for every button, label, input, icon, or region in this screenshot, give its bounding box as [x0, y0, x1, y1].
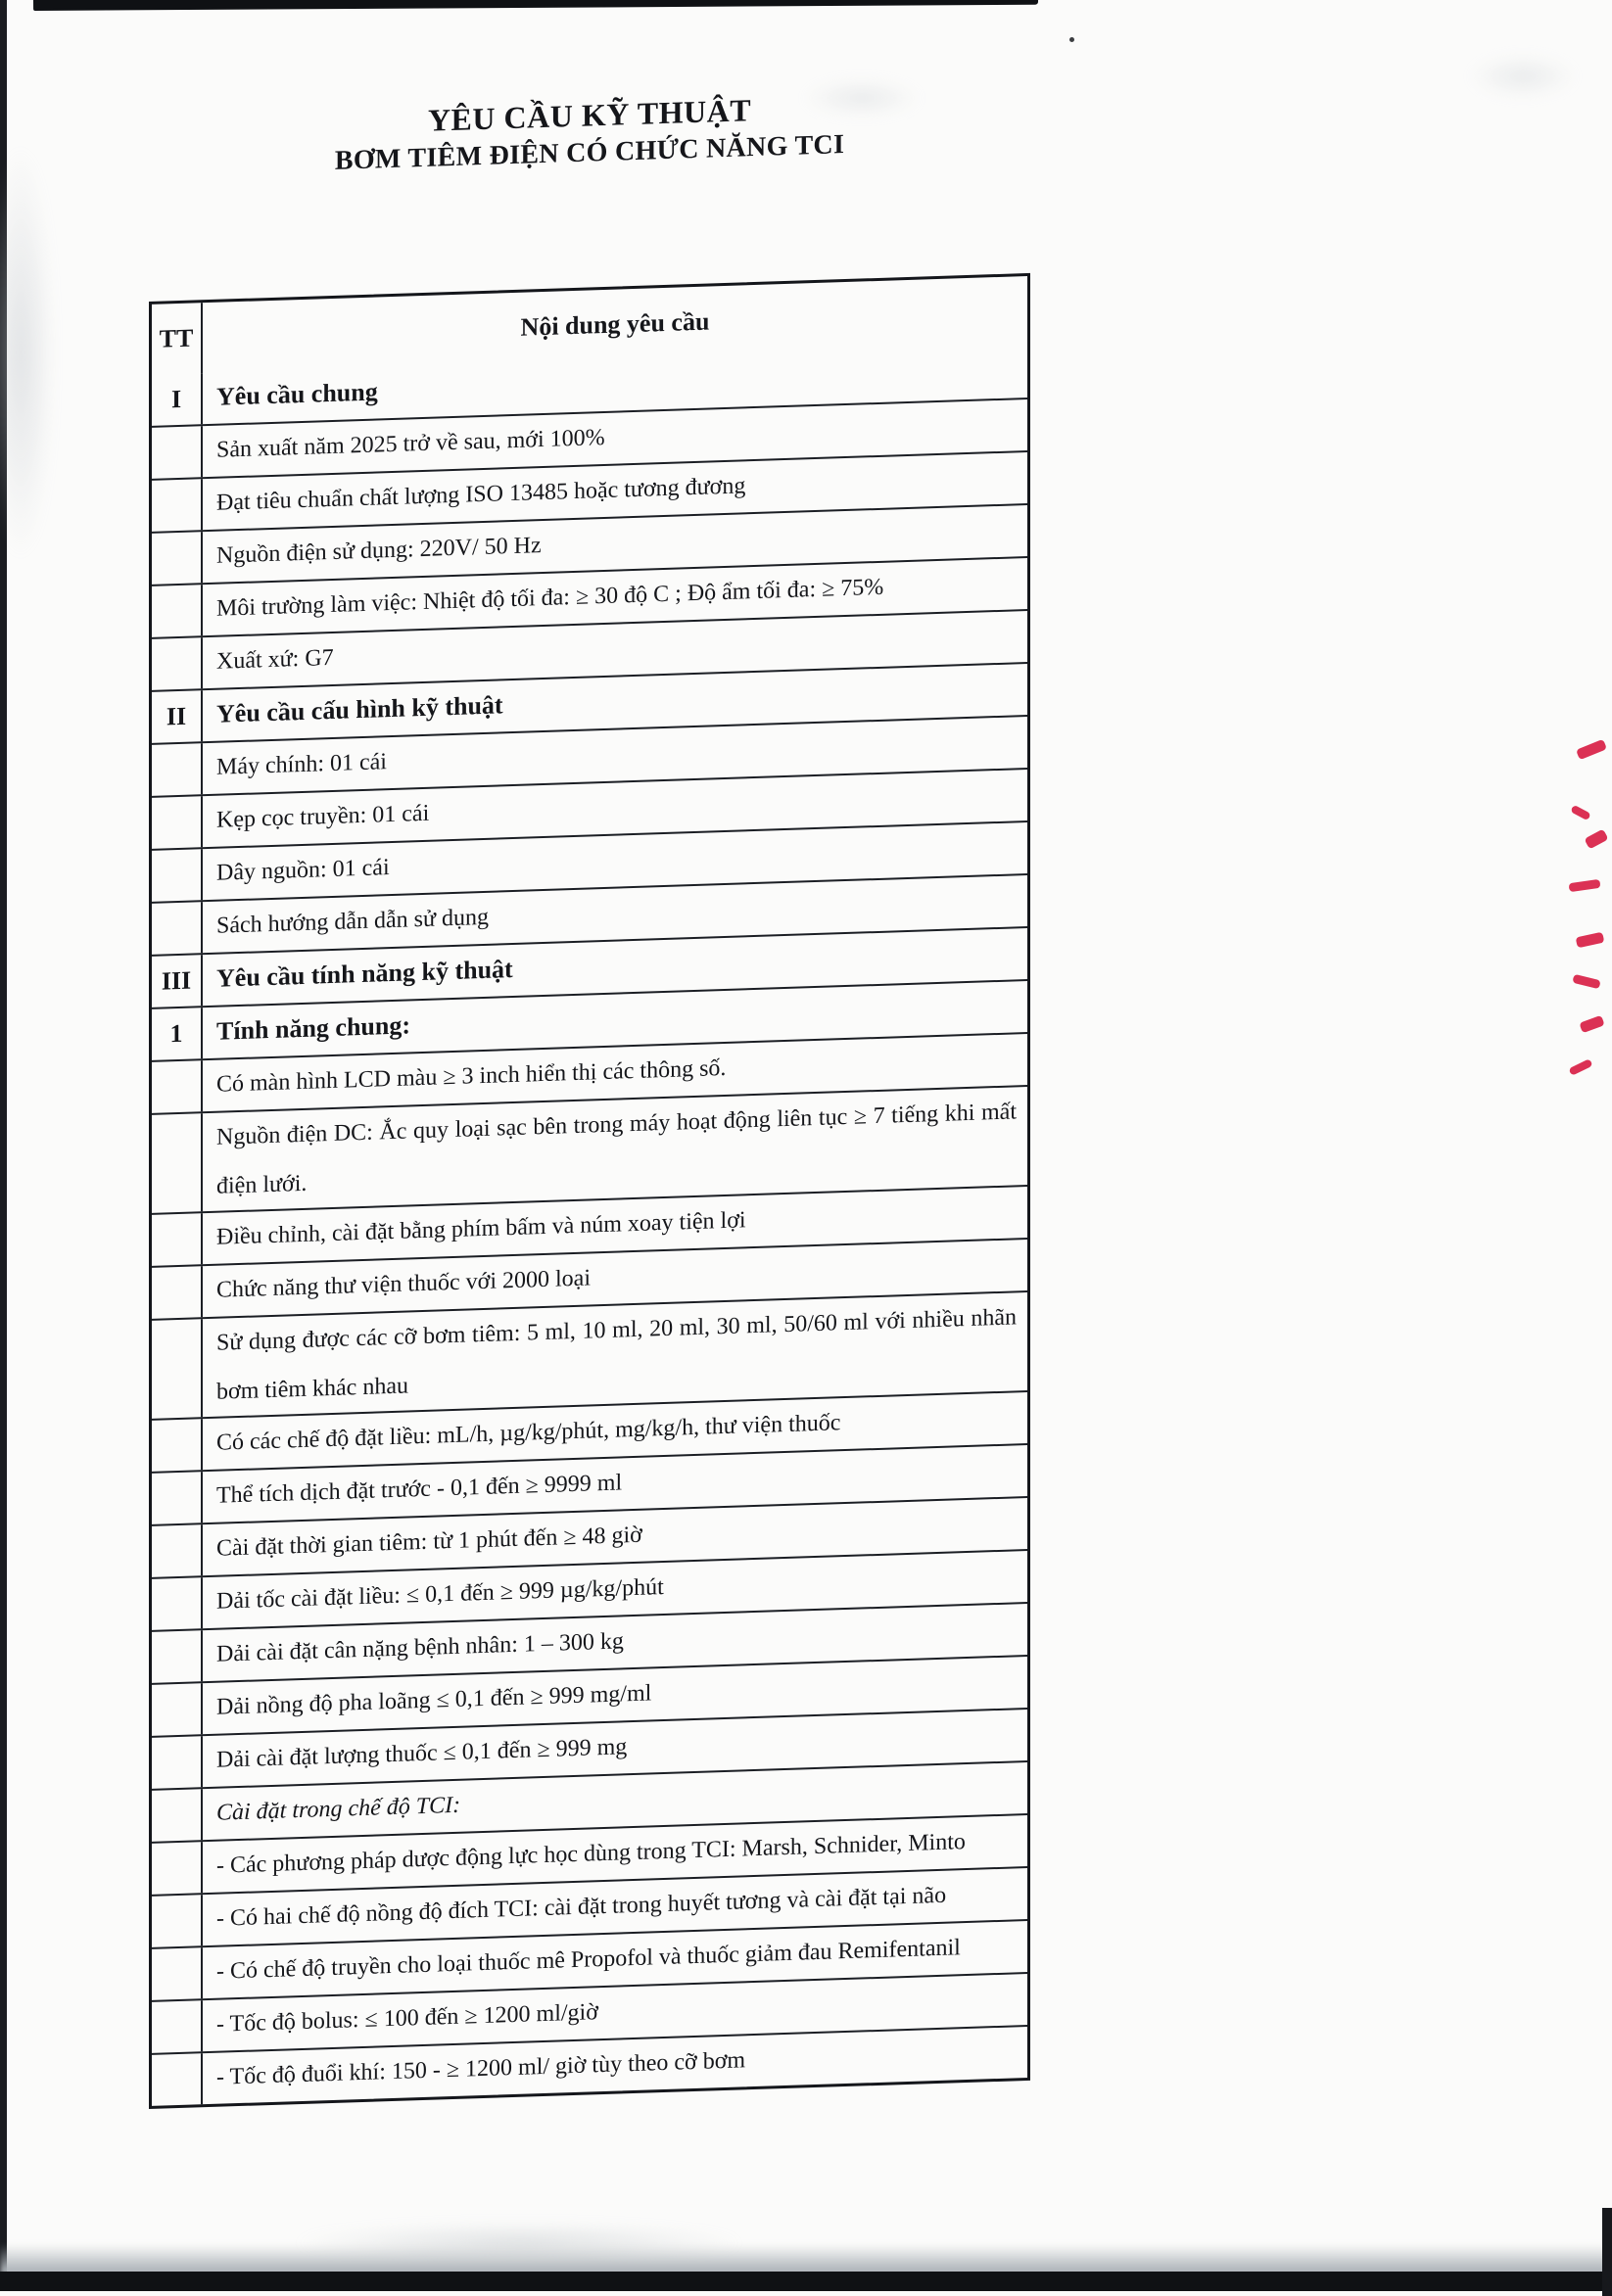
red-pen-stroke — [1572, 974, 1600, 990]
row-number-cell — [152, 796, 203, 849]
document-page — [149, 81, 1030, 2109]
row-number-cell — [152, 1060, 203, 1113]
red-pen-stroke — [1576, 739, 1607, 760]
row-number-cell — [152, 1266, 203, 1319]
row-content-cell: Dải cài đặt lượng thuốc ≤ 0,1 đến ≥ 999 mg — [216, 1734, 628, 1773]
row-number-cell — [152, 479, 203, 532]
row-number-cell — [152, 637, 203, 690]
row-number-cell — [152, 849, 203, 902]
row-content-cell: Sách hướng dẫn dẫn sử dụng — [216, 904, 490, 939]
row-number-cell — [152, 1842, 203, 1895]
row-number-cell — [152, 532, 203, 585]
header-content-cell: Nội dung yêu cầu — [520, 306, 710, 342]
row-number-cell — [152, 1524, 203, 1577]
row-number-cell — [152, 1683, 203, 1736]
row-content-cell: Đạt tiêu chuẩn chất lượng ISO 13485 hoặc tương đương — [216, 473, 746, 516]
row-content-cell: - Tốc độ bolus: ≤ 100 đến ≥ 1200 ml/giờ — [216, 1999, 598, 2038]
row-number-cell — [152, 1319, 203, 1419]
row-number-cell — [152, 1736, 203, 1789]
row-content-cell: Kẹp cọc truyền: 01 cái — [216, 800, 430, 833]
row-number-cell — [152, 1213, 203, 1266]
row-content-cell: Dải tốc cài đặt liều: ≤ 0,1 đến ≥ 999 µg/kg/phút — [216, 1574, 664, 1615]
row-number-cell: II — [152, 690, 203, 743]
row-content-cell: Yêu cầu chung — [216, 377, 378, 411]
row-content-cell: Thể tích dịch đặt trước - 0,1 đến ≥ 9999 ml — [216, 1470, 623, 1509]
row-number-cell — [152, 426, 203, 479]
scanner-edge-top — [33, 0, 1038, 11]
row-content-cell: Nguồn điện sử dụng: 220V/ 50 Hz — [216, 533, 542, 569]
header-tt-cell: TT — [152, 303, 203, 375]
row-content-cell: - Tốc độ đuổi khí: 150 - ≥ 1200 ml/ giờ tùy theo cỡ bơm — [216, 2047, 746, 2090]
row-number-cell — [152, 2000, 203, 2053]
row-number-cell — [152, 1472, 203, 1524]
row-content-cell: Tính năng chung: — [216, 1010, 410, 1046]
row-content-cell: Dây nguồn: 01 cái — [216, 855, 390, 886]
row-number-cell — [152, 1577, 203, 1630]
row-number-cell — [152, 1947, 203, 2000]
row-content-cell: Dải nồng độ pha loãng ≤ 0,1 đến ≥ 999 mg/ml — [216, 1680, 652, 1720]
row-content-cell: Có màn hình LCD màu ≥ 3 inch hiển thị các thông số. — [216, 1054, 727, 1098]
document-title: YÊU CẦU KỸ THUẬT — [427, 92, 752, 138]
row-content-cell: - Các phương pháp dược động lực học dùng trong TCI: Marsh, Schnider, Minto — [216, 1829, 966, 1879]
scan-smudge — [0, 147, 55, 558]
row-content-cell: Nguồn điện DC: Ắc quy loại sạc bên trong máy hoạt động liên tục ≥ 7 tiếng khi mất điện lưới. — [216, 1099, 1017, 1199]
row-content-cell: Cài đặt thời gian tiêm: từ 1 phút đến ≥ 48 giờ — [216, 1522, 642, 1562]
scan-smudge — [1469, 54, 1577, 99]
red-pen-stroke — [1570, 805, 1590, 820]
row-number-cell — [152, 902, 203, 955]
row-content-cell: Môi trường làm việc: Nhiệt độ tối đa: ≥ 30 độ C ; Độ ẩm tối đa: ≥ 75% — [216, 574, 884, 622]
row-content-cell: Máy chính: 01 cái — [216, 749, 387, 780]
row-number-cell — [152, 1630, 203, 1683]
row-number-cell — [152, 1113, 203, 1213]
row-content-cell: Yêu cầu cấu hình kỹ thuật — [216, 690, 503, 728]
row-number-cell — [152, 1789, 203, 1842]
red-pen-stroke — [1569, 879, 1601, 892]
red-pen-stroke — [1568, 1058, 1592, 1076]
row-number-cell — [152, 743, 203, 796]
row-content-cell: Có các chế độ đặt liều: mL/h, µg/kg/phút, mg/kg/h, thư viện thuốc — [216, 1410, 841, 1456]
row-number-cell: III — [152, 955, 203, 1007]
requirements-table — [149, 273, 1030, 2109]
row-number-cell — [152, 2053, 203, 2106]
row-number-cell — [152, 1419, 203, 1472]
red-pen-stroke — [1579, 1015, 1604, 1034]
row-content-cell: - Có hai chế độ nồng độ đích TCI: cài đặt trong huyết tương và cài đặt tại não — [216, 1882, 947, 1932]
scanner-edge-right — [1602, 2208, 1612, 2296]
row-content-cell: Sản xuất năm 2025 trở về sau, mới 100% — [216, 424, 605, 463]
row-content-cell: Cài đặt trong chế độ TCI: — [216, 1792, 461, 1826]
row-content-cell: - Có chế độ truyền cho loại thuốc mê Propofol và thuốc giảm đau Remifentanil — [216, 1935, 961, 1985]
row-number-cell: I — [152, 373, 203, 426]
row-content-cell: Sử dụng được các cỡ bơm tiêm: 5 ml, 10 ml, 20 ml, 30 ml, 50/60 ml với nhiều nhãn bơm tiêm khác nhau — [216, 1304, 1017, 1405]
row-number-cell — [152, 1895, 203, 1947]
row-content-cell: Dải cài đặt cân nặng bệnh nhân: 1 – 300 kg — [216, 1628, 624, 1667]
row-content-cell: Yêu cầu tính năng kỹ thuật — [216, 954, 513, 993]
row-content-cell: Điều chỉnh, cài đặt bằng phím bấm và núm xoay tiện lợi — [216, 1207, 746, 1250]
row-content-cell: Xuất xứ: G7 — [216, 644, 334, 675]
scanner-edge-bottom — [0, 2272, 1612, 2291]
row-content-cell: Chức năng thư viện thuốc với 2000 loại — [216, 1265, 591, 1303]
red-pen-stroke — [1576, 932, 1605, 949]
ink-speck — [1069, 37, 1074, 42]
red-pen-stroke — [1584, 829, 1608, 850]
document-subtitle: BƠM TIÊM ĐIỆN CÓ CHỨC NĂNG TCI — [334, 129, 845, 176]
row-number-cell — [152, 585, 203, 637]
row-number-cell: 1 — [152, 1007, 203, 1060]
req-table-rows — [152, 347, 1027, 2106]
